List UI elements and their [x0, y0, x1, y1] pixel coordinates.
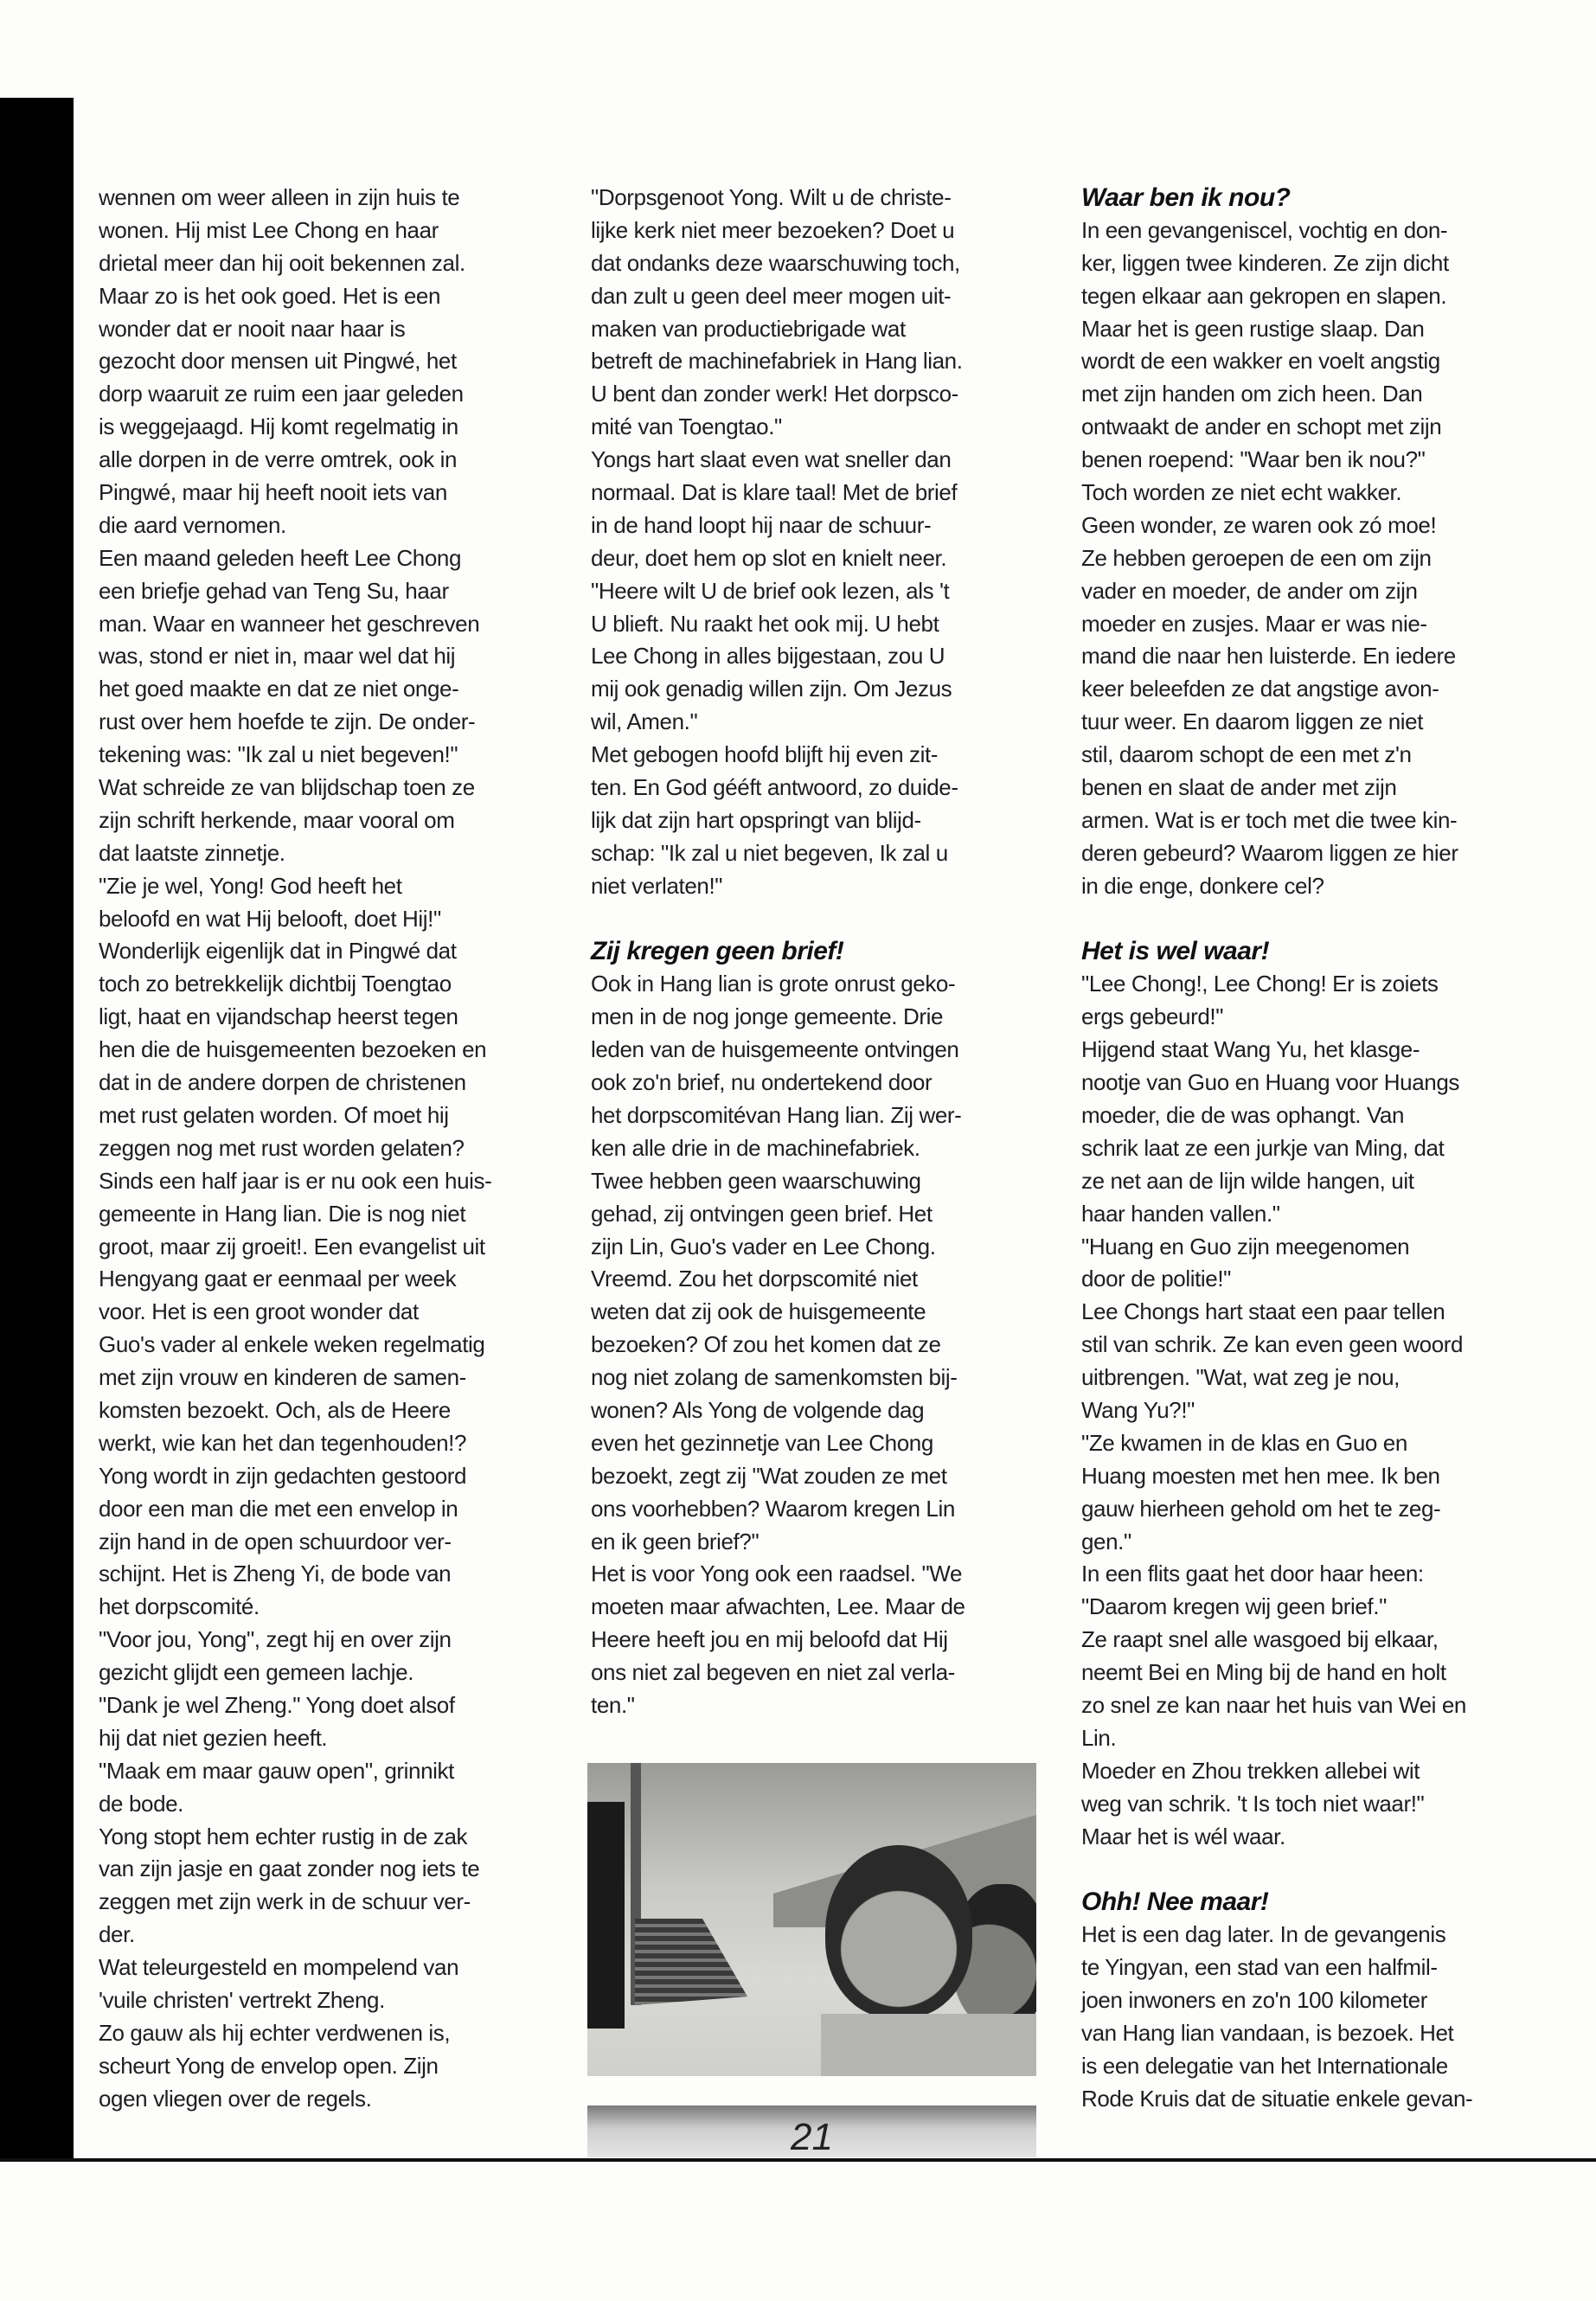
- text-line: van zijn jasje en gaat zonder nog iets te: [99, 1856, 480, 1882]
- text-line: bezoeken? Of zou het komen dat ze: [591, 1331, 941, 1358]
- text-line: komsten bezoekt. Och, als de Heere: [99, 1396, 451, 1423]
- text-line: ten.": [591, 1691, 635, 1718]
- section-heading: Het is wel waar!: [1081, 937, 1270, 966]
- text-line: ons niet zal begeven en niet zal verla-: [591, 1659, 955, 1686]
- text-line: dat laatste zinnetje.: [99, 839, 285, 866]
- paragraph-block: [591, 182, 1058, 903]
- text-line: schap: "Ik zal u niet begeven, Ik zal u: [591, 839, 948, 866]
- text-line: in die enge, donkere cel?: [1081, 872, 1324, 899]
- spacer: [591, 903, 1058, 936]
- text-line: Vreemd. Zou het dorpscomité niet: [591, 1266, 918, 1292]
- text-line: Maar zo is het ook goed. Het is een: [99, 282, 441, 309]
- text-line: man. Waar en wanneer het geschreven: [99, 610, 480, 637]
- text-line: die aard vernomen.: [99, 511, 286, 538]
- text-line: moeder en zusjes. Maar er was nie-: [1081, 610, 1427, 637]
- text-line: is een delegatie van het Internationale: [1081, 2052, 1448, 2079]
- text-line: toch zo betrekkelijk dichtbij Toengtao: [99, 971, 452, 997]
- text-line: wonen. Hij mist Lee Chong en haar: [99, 216, 439, 243]
- text-line: het goed maakte en dat ze niet onge-: [99, 676, 459, 702]
- text-line: betreft de machinefabriek in Hang lian.: [591, 348, 963, 375]
- text-line: Guo's vader al enkele weken regelmatig: [99, 1331, 485, 1358]
- text-line: mand die naar hen luisterde. En iedere: [1081, 643, 1456, 670]
- text-line: wil, Amen.": [591, 708, 698, 735]
- text-line: schrik laat ze een jurkje van Ming, dat: [1081, 1134, 1445, 1161]
- text-line: moeder, die de was ophangt. Van: [1081, 1101, 1405, 1128]
- text-line: Maar het is wél waar.: [1081, 1823, 1285, 1849]
- text-line: zijn Lin, Guo's vader en Lee Chong.: [591, 1233, 936, 1259]
- text-line: Wang Yu?!": [1081, 1396, 1195, 1423]
- text-line: lijke kerk niet meer bezoeken? Doet u: [591, 216, 955, 243]
- column-1: [99, 182, 566, 2116]
- paragraph-block: [1081, 968, 1548, 1853]
- text-line: niet verlaten!": [591, 872, 723, 899]
- text-line: keer beleefden ze dat angstige avon-: [1081, 676, 1439, 702]
- text-line: hij dat niet gezien heeft.: [99, 1724, 328, 1751]
- text-line: wennen om weer alleen in zijn huis te: [99, 184, 460, 210]
- scan-edge-black-bar: [0, 98, 74, 2160]
- text-line: door de politie!": [1081, 1266, 1231, 1292]
- text-line: "Lee Chong!, Lee Chong! Er is zoiets: [1081, 971, 1439, 997]
- text-line: "Huang en Guo zijn meegenomen: [1081, 1233, 1410, 1259]
- column-3: [1081, 182, 1548, 2116]
- text-line: in de hand loopt hij naar de schuur-: [591, 511, 932, 538]
- text-line: dorp waaruit ze ruim een jaar geleden: [99, 381, 464, 407]
- text-line: tegen elkaar aan gekropen en slapen.: [1081, 282, 1447, 309]
- text-line: gauw hierheen gehold om het te zeg-: [1081, 1495, 1441, 1522]
- text-line: gen.": [1081, 1528, 1131, 1554]
- text-line: beloofd en wat Hij belooft, doet Hij!": [99, 905, 441, 932]
- text-line: door een man die met een envelop in: [99, 1495, 458, 1522]
- text-line: Maar het is geen rustige slaap. Dan: [1081, 315, 1425, 342]
- text-line: deren gebeurd? Waarom liggen ze hier: [1081, 839, 1458, 866]
- page-number: 21: [791, 2116, 833, 2158]
- photo-boy-front: [825, 1845, 972, 2018]
- text-line: mij ook genadig willen zijn. Om Jezus: [591, 676, 952, 702]
- text-line: met rust gelaten worden. Of moet hij: [99, 1101, 449, 1128]
- text-line: de bode.: [99, 1790, 184, 1817]
- paragraph-block: [99, 182, 566, 2116]
- text-line: Hengyang gaat er eenmaal per week: [99, 1266, 457, 1292]
- text-line: Sinds een half jaar is er nu ook een huis-: [99, 1167, 492, 1194]
- text-line: zeggen met zijn werk in de schuur ver-: [99, 1888, 471, 1915]
- section-heading: Zij kregen geen brief!: [591, 937, 844, 966]
- text-line: Het is voor Yong ook een raadsel. "We: [591, 1561, 963, 1587]
- text-line: groot, maar zij groeit!. Een evangelist uit: [99, 1233, 485, 1259]
- text-line: nog niet zolang de samenkomsten bij-: [591, 1364, 958, 1391]
- text-line: Wat teleurgesteld en mompelend van: [99, 1954, 459, 1981]
- column-2: [591, 182, 1058, 1722]
- text-line: armen. Wat is er toch met die twee kin-: [1081, 806, 1458, 833]
- text-line: een briefje gehad van Teng Su, haar: [99, 577, 449, 604]
- text-line: Een maand geleden heeft Lee Chong: [99, 544, 462, 571]
- text-line: In een flits gaat het door haar heen:: [1081, 1561, 1424, 1587]
- text-line: gezicht glijdt een gemeen lachje.: [99, 1659, 414, 1686]
- text-line: "Heere wilt U de brief ook lezen, als 't: [591, 577, 950, 604]
- text-line: wonder dat er nooit naar haar is: [99, 315, 406, 342]
- text-line: U blieft. Nu raakt het ook mij. U hebt: [591, 610, 939, 637]
- text-line: weg van schrik. 't Is toch niet waar!": [1081, 1790, 1425, 1817]
- text-line: Lin.: [1081, 1724, 1117, 1751]
- text-line: Hijgend staat Wang Yu, het klasge-: [1081, 1036, 1420, 1063]
- text-line: dan zult u geen deel meer mogen uit-: [591, 282, 952, 309]
- photo-steps: [635, 1919, 747, 2005]
- text-line: "Maak em maar gauw open", grinnikt: [99, 1757, 454, 1784]
- text-line: Ook in Hang lian is grote onrust geko-: [591, 971, 956, 997]
- text-line: ontwaakt de ander en schopt met zijn: [1081, 413, 1442, 440]
- text-line: het dorpscomitévan Hang lian. Zij wer-: [591, 1101, 962, 1128]
- text-line: drietal meer dan hij ooit bekennen zal.: [99, 249, 465, 276]
- text-line: Rode Kruis dat de situatie enkele gevan-: [1081, 2085, 1473, 2112]
- text-line: scheurt Yong de envelop open. Zijn: [99, 2052, 439, 2079]
- text-line: Toch worden ze niet echt wakker.: [1081, 479, 1402, 506]
- text-line: deur, doet hem op slot en knielt neer.: [591, 544, 947, 571]
- text-line: tekening was: "Ik zal u niet begeven!": [99, 741, 458, 768]
- text-line: dat ondanks deze waarschuwing toch,: [591, 249, 960, 276]
- text-line: ligt, haat en vijandschap heerst tegen: [99, 1003, 458, 1030]
- text-line: wonen? Als Yong de volgende dag: [591, 1396, 925, 1423]
- text-line: der.: [99, 1921, 135, 1948]
- text-line: Huang moesten met hen mee. Ik ben: [1081, 1462, 1440, 1489]
- text-line: Geen wonder, ze waren ook zó moe!: [1081, 511, 1437, 538]
- text-line: vader en moeder, de ander om zijn: [1081, 577, 1418, 604]
- text-line: Ze raapt snel alle wasgoed bij elkaar,: [1081, 1626, 1439, 1653]
- text-line: U bent dan zonder werk! Het dorpsco-: [591, 381, 958, 407]
- text-line: leden van de huisgemeente ontvingen: [591, 1036, 959, 1063]
- text-line: ook zo'n brief, nu ondertekend door: [591, 1069, 933, 1096]
- text-line: ze net aan de lijn wilde hangen, uit: [1081, 1167, 1414, 1194]
- text-line: met zijn vrouw en kinderen de samen-: [99, 1364, 466, 1391]
- text-line: ons voorhebben? Waarom kregen Lin: [591, 1495, 955, 1522]
- bottom-rule: [0, 2158, 1596, 2162]
- text-line: joen inwoners en zo'n 100 kilometer: [1081, 1986, 1427, 2013]
- text-line: Zo gauw als hij echter verdwenen is,: [99, 2019, 451, 2046]
- text-line: ergs gebeurd!": [1081, 1003, 1224, 1030]
- paragraph-block: [1081, 1919, 1548, 2115]
- text-line: normaal. Dat is klare taal! Met de brief: [591, 479, 958, 506]
- text-line: "Voor jou, Yong", zegt hij en over zijn: [99, 1626, 452, 1653]
- text-line: weten dat zij ook de huisgemeente: [591, 1298, 926, 1325]
- text-line: men in de nog jonge gemeente. Drie: [591, 1003, 944, 1030]
- text-line: is weggejaagd. Hij komt regelmatig in: [99, 413, 458, 440]
- paragraph-block: [1081, 215, 1548, 903]
- text-line: haar handen vallen.": [1081, 1200, 1280, 1227]
- text-line: Ze hebben geroepen de een om zijn: [1081, 544, 1432, 571]
- text-line: gehad, zij ontvingen geen brief. Het: [591, 1200, 933, 1227]
- paragraph-block: [591, 968, 1058, 1721]
- section-heading: Waar ben ik nou?: [1081, 183, 1291, 212]
- text-line: zijn hand in de open schuurdoor ver-: [99, 1528, 452, 1554]
- text-line: nootje van Guo en Huang voor Huangs: [1081, 1069, 1459, 1096]
- text-line: mité van Toengtao.": [591, 413, 782, 440]
- text-line: te Yingyan, een stad van een halfmil-: [1081, 1954, 1438, 1981]
- text-line: Yong stopt hem echter rustig in de zak: [99, 1823, 468, 1849]
- text-line: lijk dat zijn hart opspringt van blijd-: [591, 806, 921, 833]
- text-line: alle dorpen in de verre omtrek, ook in: [99, 446, 458, 473]
- text-line: even het gezinnetje van Lee Chong: [591, 1429, 933, 1456]
- text-line: Wat schreide ze van blijdschap toen ze: [99, 774, 475, 801]
- text-line: Moeder en Zhou trekken allebei wit: [1081, 1757, 1420, 1784]
- text-line: Heere heeft jou en mij beloofd dat Hij: [591, 1626, 948, 1653]
- text-line: was, stond er niet in, maar wel dat hij: [99, 643, 456, 670]
- text-line: Yong wordt in zijn gedachten gestoord: [99, 1462, 467, 1489]
- text-line: "Dank je wel Zheng." Yong doet alsof: [99, 1691, 455, 1718]
- text-line: gezocht door mensen uit Pingwé, het: [99, 348, 457, 375]
- text-line: van Hang lian vandaan, is bezoek. Het: [1081, 2019, 1454, 2046]
- text-line: zo snel ze kan naar het huis van Wei en: [1081, 1691, 1466, 1718]
- text-line: "Zie je wel, Yong! God heeft het: [99, 872, 402, 899]
- text-line: benen en slaat de ander met zijn: [1081, 774, 1397, 801]
- text-line: Yongs hart slaat even wat sneller dan: [591, 446, 952, 473]
- text-line: moeten maar afwachten, Lee. Maar de: [591, 1593, 965, 1620]
- text-line: werkt, wie kan het dan tegenhouden!?: [99, 1429, 467, 1456]
- text-line: neemt Bei en Ming bij de hand en holt: [1081, 1659, 1446, 1686]
- section-heading: Ohh! Nee maar!: [1081, 1888, 1269, 1917]
- text-line: en ik geen brief?": [591, 1528, 760, 1554]
- text-line: In een gevangeniscel, vochtig en don-: [1081, 216, 1448, 243]
- text-line: zeggen nog met rust worden gelaten?: [99, 1134, 465, 1161]
- photo-shirt: [821, 2014, 1036, 2076]
- text-line: maken van productiebrigade wat: [591, 315, 906, 342]
- text-line: Met gebogen hoofd blijft hij even zit-: [591, 741, 939, 768]
- text-line: "Daarom kregen wij geen brief.": [1081, 1593, 1387, 1620]
- text-line: benen roepend: "Waar ben ik nou?": [1081, 446, 1426, 473]
- text-line: met zijn handen om zich heen. Dan: [1081, 381, 1423, 407]
- text-line: Pingwé, maar hij heeft nooit iets van: [99, 479, 447, 506]
- spacer: [1081, 1853, 1548, 1886]
- text-line: dat in de andere dorpen de christenen: [99, 1069, 466, 1096]
- photo-sign: [587, 1802, 625, 2029]
- text-line: rust over hem hoefde te zijn. De onder-: [99, 708, 476, 735]
- text-line: "Dorpsgenoot Yong. Wilt u de christe-: [591, 184, 952, 210]
- text-line: 'vuile christen' vertrekt Zheng.: [99, 1986, 385, 2013]
- text-line: Lee Chongs hart staat een paar tellen: [1081, 1298, 1445, 1325]
- text-line: Wonderlijk eigenlijk dat in Pingwé dat: [99, 938, 457, 965]
- text-line: gemeente in Hang lian. Die is nog niet: [99, 1200, 466, 1227]
- text-line: ker, liggen twee kinderen. Ze zijn dicht: [1081, 249, 1449, 276]
- text-line: schijnt. Het is Zheng Yi, de bode van: [99, 1561, 452, 1587]
- text-line: bezoekt, zegt zij "Wat zouden ze met: [591, 1462, 947, 1489]
- text-line: Het is een dag later. In de gevangenis: [1081, 1921, 1446, 1948]
- text-line: hen die de huisgemeenten bezoeken en: [99, 1036, 487, 1063]
- text-line: Lee Chong in alles bijgestaan, zou U: [591, 643, 945, 670]
- text-line: ogen vliegen over de regels.: [99, 2085, 372, 2112]
- photo-two-boys: [587, 1763, 1036, 2076]
- text-line: voor. Het is een groot wonder dat: [99, 1298, 419, 1325]
- text-line: ken alle drie in de machinefabriek.: [591, 1134, 920, 1161]
- text-line: "Ze kwamen in de klas en Guo en: [1081, 1429, 1407, 1456]
- page-number-bar: [587, 2106, 1036, 2157]
- text-line: wordt de een wakker en voelt angstig: [1081, 348, 1440, 375]
- text-line: zijn schrift herkende, maar vooral om: [99, 806, 455, 833]
- text-line: tuur weer. En daarom liggen ze niet: [1081, 708, 1424, 735]
- text-line: het dorpscomité.: [99, 1593, 260, 1620]
- spacer: [1081, 903, 1548, 936]
- text-line: stil van schrik. Ze kan even geen woord: [1081, 1331, 1464, 1358]
- text-line: stil, daarom schopt de een met z'n: [1081, 741, 1412, 768]
- text-line: ten. En God gééft antwoord, zo duide-: [591, 774, 958, 801]
- text-line: uitbrengen. "Wat, wat zeg je nou,: [1081, 1364, 1400, 1391]
- text-line: Twee hebben geen waarschuwing: [591, 1167, 921, 1194]
